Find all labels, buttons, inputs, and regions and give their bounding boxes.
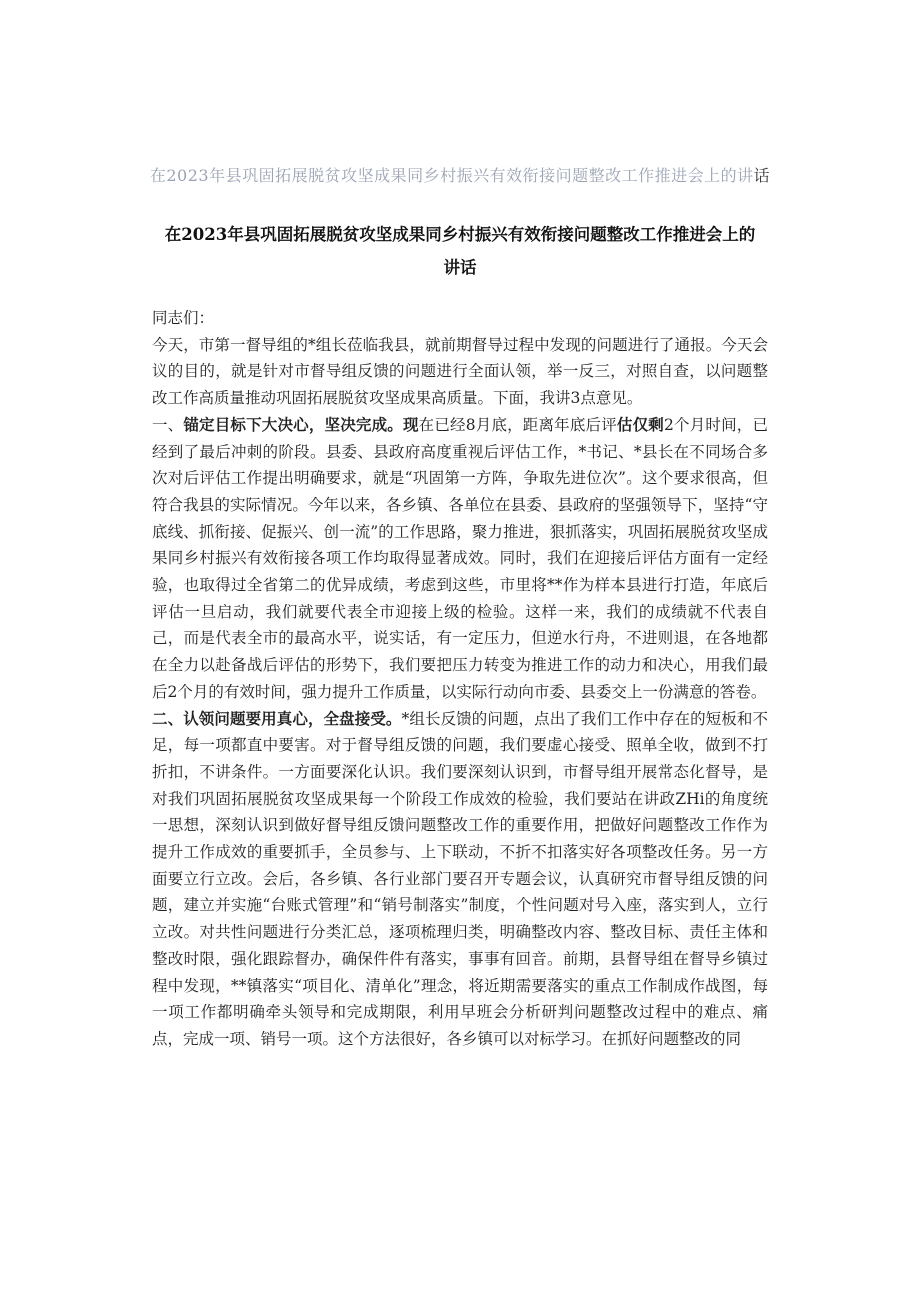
running-header-main: 在2023年县巩固拓展脱贫攻坚成果同乡村振兴有效衔接问题整改工作推进会上的讲 xyxy=(149,166,754,185)
section-1-heading: 锚定目标下大决心，坚决完成。现 xyxy=(183,414,419,434)
section-2-text: *组长反馈的问题，点出了我们工作中存在的短板和不足，每一项都直中要害。对于督导组反馈的问题，我们要虚心接受、照单全收，做到不打折扣，不讲条件。一方面要深化认识。我们要深刻认识到，市督导组开展常态化督导，是对我们巩固拓展脱贫攻坚成果每一个阶段工作成效的检验，我们要站在讲政ZHi的角度统一思想，深刻认识到做好督导组反馈问题整改工作的重要作用，把做好问题整改工作作为提升工作成效的重要抓手，全员参与、上下联动，不折不扣落实好各项整改任务。另一方面要立行立改。会后，各乡镇、各行业部门要召开专题会议，认真研究市督导组反馈的问题，建立并实施“台账式管理”和“销号制落实”制度，个性问题对号入座，落实到人，立行立改。对共性问题进行分类汇总，逐项梳理归类，明确整改内容、整改目标、责任主体和整改时限，强化跟踪督办，确保件件有落实，事事有回音。前期，县督导组在督导乡镇过程中发现，**镇落实“项目化、清单化”理念，将近期需要落实的重点工作制成作战图，每一项工作都明确牵头领导和完成期限，利用早班会分析研判问题整改过程中的难点、痛点，完成一项、销号一项。这个方法很好，各乡镇可以对标学习。在抓好问题整改的同 xyxy=(152,709,768,1048)
salutation: 同志们： xyxy=(152,309,215,327)
section-1-text-b: 估仅剩 xyxy=(616,414,664,434)
section-2-paragraph xyxy=(152,706,768,1053)
document-body xyxy=(152,305,768,1053)
section-1-number: 一、 xyxy=(152,415,184,434)
section-1-paragraph xyxy=(152,412,768,706)
section-1-text-c: 2个月时间，已经到了最后冲刺的阶段。县委、县政府高度重视后评估工作，*书记、*县长在不同场合多次对后评估工作提出明确要求，就是“巩固第一方阵，争取先进位次”。这个要求很高，但符合我县的实际情况。今年以来，各乡镇、各单位在县委、县政府的坚强领导下，坚持“守底线、抓衔接、促振兴、创一流”的工作思路，聚力推进，狠抓落实，巩固拓展脱贫攻坚成果同乡村振兴有效衔接各项工作均取得显著成效。同时，我们在迎接后评估方面有一定经验，也取得过全省第二的优异成绩，考虑到这些，市里将**作为样本县进行打造，年底后评估一旦启动，我们就要代表全市迎接上级的检验。这样一来，我们的成绩就不代表自己，而是代表全市的最高水平，说实话，有一定压力，但逆水行舟，不进则退，在各地都在全力以赴备战后评估的形势下，我们要把压力转变为推进工作的动力和决心，用我们最后2个月的有效时间，强力提升工作质量，以实际行动向市委、县委交上一份满意的答卷。 xyxy=(152,415,768,701)
section-2-heading: 二、认领问题要用真心，全盘接受。 xyxy=(152,708,402,728)
document-title: 在2023年县巩固拓展脱贫攻坚成果同乡村振兴有效衔接问题整改工作推进会上的讲话 xyxy=(164,225,756,277)
intro-paragraph: 今天，市第一督导组的*组长莅临我县，就前期督导过程中发现的问题进行了通报。今天会议的目的，就是针对市督导组反馈的问题进行全面认领，举一反三，对照自查，以问题整改工作高质量推动巩固拓展脱贫攻坚成果高质量。下面，我讲3点意见。 xyxy=(152,335,768,408)
running-header-tail: 话 xyxy=(753,166,771,185)
section-1-text-a: 在已经8月底，距离年底后评 xyxy=(418,415,617,434)
running-header xyxy=(0,163,920,186)
